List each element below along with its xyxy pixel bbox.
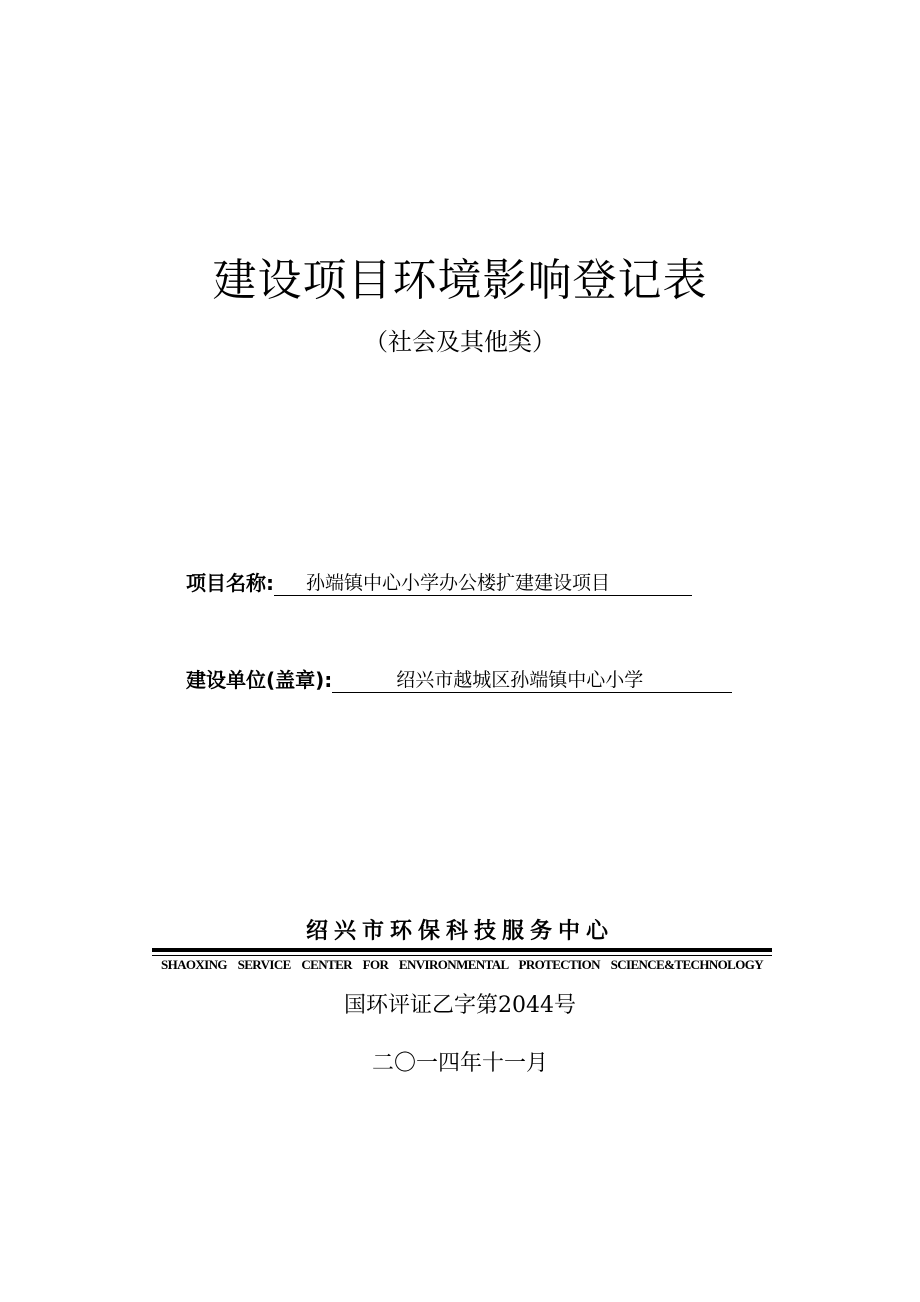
document-title: 建设项目环境影响登记表 (212, 255, 708, 306)
construction-unit-label: 建设单位(盖章): (186, 668, 333, 692)
project-name-field (186, 567, 692, 596)
construction-unit-field (186, 664, 732, 693)
document-date: 二〇一四年十一月 (371, 1051, 548, 1076)
project-name-label: 项目名称: (186, 571, 274, 595)
project-name-value: 孙端镇中心小学办公楼扩建建设项目 (274, 571, 692, 596)
construction-unit-value: 绍兴市越城区孙端镇中心小学 (332, 668, 732, 693)
certificate-number: 国环评证乙字第2044号 (344, 993, 576, 1018)
organization-name: 绍兴市环保科技服务中心 (305, 919, 614, 944)
divider-thick (152, 948, 772, 952)
divider-thin (152, 955, 772, 956)
document-subtitle: （社会及其他类） (364, 328, 556, 356)
organization-english-name: SHAOXING SERVICE CENTER FOR ENVIRONMENTAL PROTECTION SCIENCE&TECHNOLOGY (160, 957, 764, 972)
